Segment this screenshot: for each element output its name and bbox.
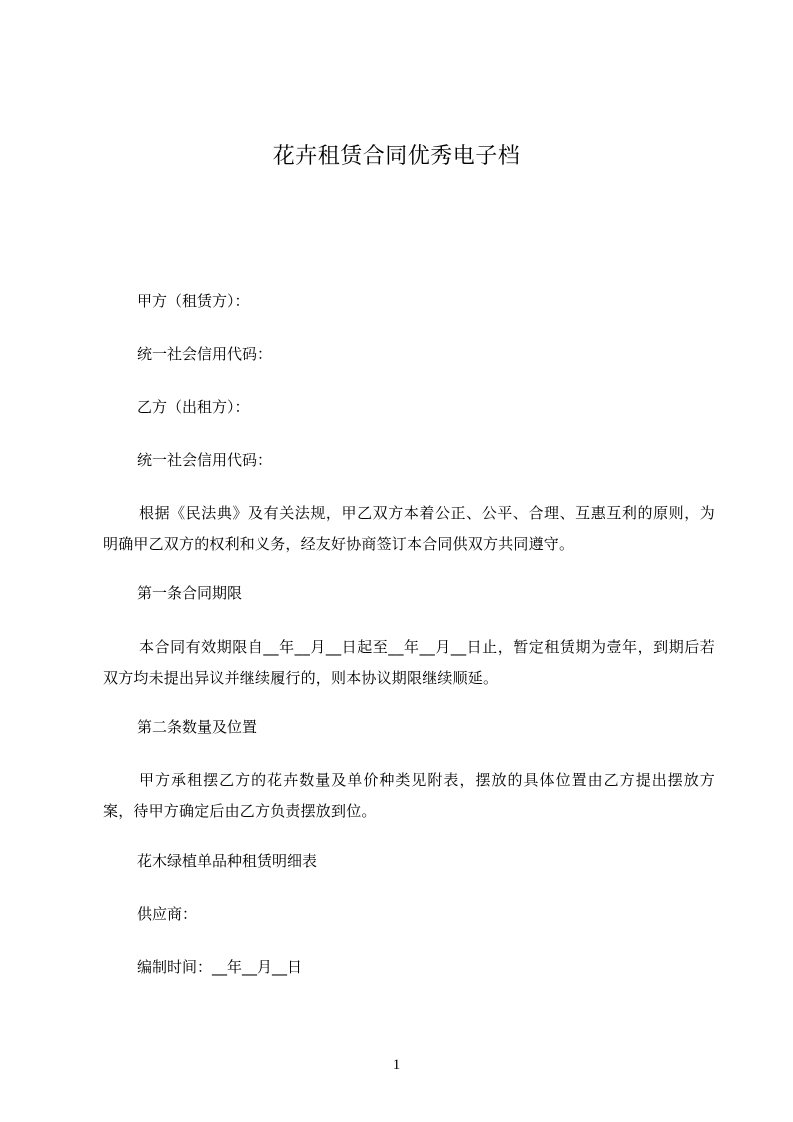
document-title: 花卉租赁合同优秀电子档: [272, 144, 521, 169]
article1-paragraph: 本合同有效期限自__年__月__日起至__年__月__日止，暂定租赁期为壹年，到期后若双方均未提出异议并继续履行的，则本协议期限继续顺延。: [103, 638, 715, 687]
page-number: 1: [392, 1057, 401, 1073]
compile-date-label: 编制时间：__年__月__日: [137, 958, 303, 976]
party-b-credit-code-label: 统一社会信用代码：: [137, 451, 273, 469]
party-b-label: 乙方（出租方）：: [137, 398, 250, 416]
party-a-label: 甲方（租赁方）：: [137, 292, 250, 310]
preamble-paragraph: 根据《民法典》及有关法规，甲乙双方本着公正、公平、合理、互惠互利的原则，为明确甲乙双方的权利和义务，经友好协商签订本合同供双方共同遵守。: [103, 504, 715, 553]
article2-paragraph: 甲方承租摆乙方的花卉数量及单价种类见附表，摆放的具体位置由乙方提出摆放方案，待甲方确定后由乙方负责摆放到位。: [103, 771, 715, 820]
table-title: 花木绿植单品种租赁明细表: [137, 852, 318, 870]
article1-heading: 第一条合同期限: [137, 584, 243, 602]
article2-heading: 第二条数量及位置: [137, 718, 258, 736]
party-a-credit-code-label: 统一社会信用代码：: [137, 345, 273, 363]
supplier-label: 供应商：: [137, 905, 198, 923]
